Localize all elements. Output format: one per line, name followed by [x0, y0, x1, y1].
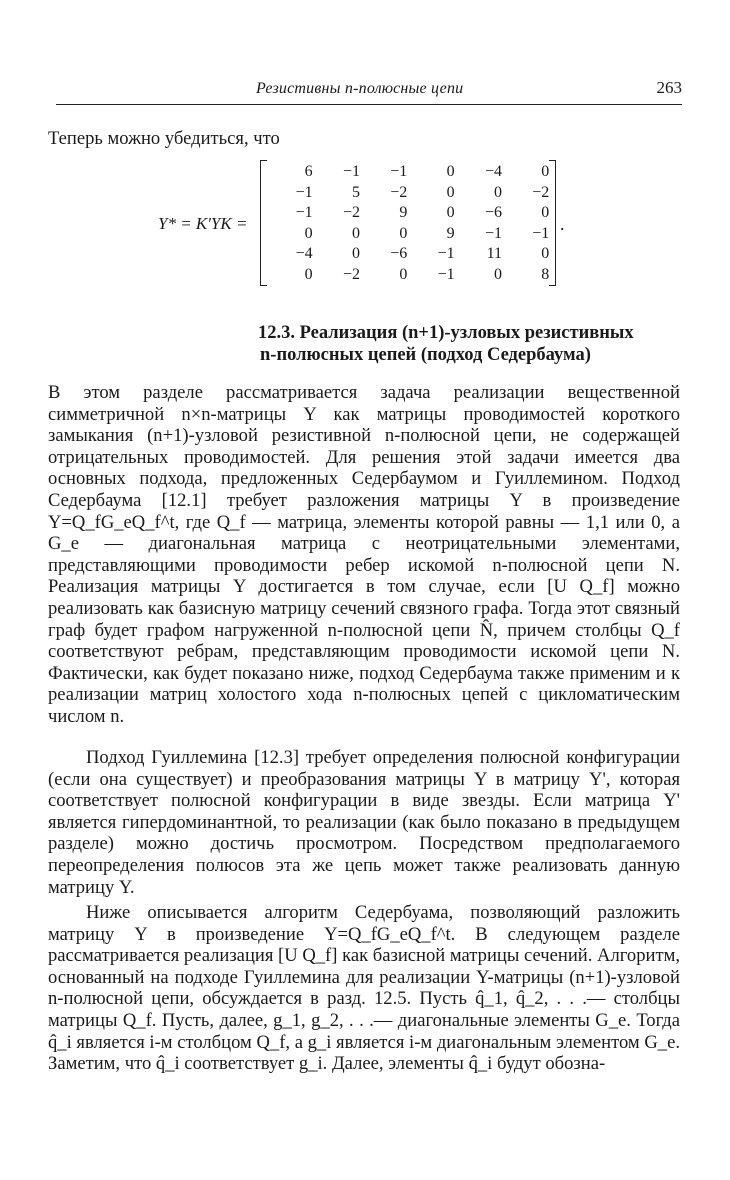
matrix-row	[266, 244, 550, 265]
matrix-cell: −2	[342, 204, 360, 222]
matrix-cell: 0	[399, 224, 408, 242]
matrix-row	[266, 183, 550, 204]
matrix-cell: −1	[437, 266, 455, 283]
matrix-cell: 9	[399, 204, 408, 222]
matrix-cell: −2	[342, 266, 360, 283]
paragraph: Ниже описывается алгоритм Седербуама, позволяющий разложить матрицу Y в произведение Y=Q_fG_eQ_f^t. В следующем разделе рассматривается реализация [U Q_f] как базисной матрицы сечений. Алгоритм, основанный на подходе Гуиллемина для реализации Y-матрицы (n+1)-узловой n-полюсной цепи, обсуждается в разд. 12.5. Пусть q̂_1, q̂_2, . . .— столбцы матрицы Q_f. Пусть, далее, g_1, g_2, . . .— диагональные элементы G_e. Тогда q̂_i является i-м столбцом Q_f, а g_i является i-м диагональным элементом G_e. Заметим, что q̂_i соответствует g_i. Далее, элементы q̂_i будут обозна-	[48, 902, 680, 1075]
matrix-cell: 0	[493, 266, 502, 283]
matrix-cell: 0	[351, 224, 360, 242]
matrix-cell: −1	[390, 163, 408, 180]
matrix-cell: 0	[446, 204, 455, 222]
equation-lhs: Y* = K'YK =	[158, 214, 248, 233]
matrix-cell: −1	[342, 163, 360, 180]
matrix-cell: −1	[295, 183, 313, 201]
matrix-cell: −1	[484, 224, 502, 242]
matrix-cell: −6	[484, 204, 502, 222]
matrix-cell: 0	[399, 266, 408, 283]
header-rule	[56, 104, 682, 105]
matrix-row	[266, 224, 550, 245]
section-heading-line: 12.3. Реализация (n+1)-узловых резистивных	[258, 323, 634, 343]
matrix-cell: −4	[295, 245, 313, 263]
section-heading	[258, 322, 688, 366]
matrix-cell: 0	[304, 266, 313, 283]
matrix-cell: −1	[532, 224, 550, 242]
matrix-cell: −2	[532, 183, 550, 201]
equation-terminator: .	[560, 214, 565, 234]
matrix-cell: −1	[295, 204, 313, 222]
matrix-cell: 0	[493, 183, 502, 201]
matrix-row	[266, 265, 550, 286]
section-heading-line: n-полюсных цепей (подход Седербаума)	[260, 345, 591, 365]
matrix-cell: 0	[541, 245, 550, 263]
matrix-cell: 0	[446, 163, 455, 180]
matrix-cell: −6	[390, 245, 408, 263]
matrix-cell: 11	[486, 245, 502, 263]
matrix-cell: 0	[351, 245, 360, 263]
matrix-cell: 0	[541, 163, 550, 180]
intro-text: Теперь можно убедиться, что	[48, 128, 280, 149]
matrix-cell: 0	[304, 224, 313, 242]
matrix	[260, 160, 556, 286]
matrix-cell: −2	[390, 183, 408, 201]
matrix-cell: 8	[541, 266, 550, 283]
matrix-row	[266, 162, 550, 183]
matrix-cell: −1	[437, 245, 455, 263]
matrix-row	[266, 203, 550, 224]
matrix-cell: 6	[304, 163, 313, 180]
matrix-cell: 9	[446, 224, 455, 242]
matrix-cell: 0	[541, 204, 550, 222]
paragraph: В этом разделе рассматривается задача реализации вещественной симметричной n×n-матрицы Y как матрицы проводимостей короткого замыкания (n+1)-узловой резистивной n-полюсной цепи, не содержащей отрицательных проводимостей. Для решения этой задачи имеется два основных подхода, предложенных Седербаумом и Гуиллемином. Подход Седербаума [12.1] требует разложения матрицы Y в произведение Y=Q_fG_eQ_f^t, где Q_f — матрица, элементы которой равны — 1,1 или 0, а G_e — диагональная матрица с неотрицательными элементами, представляющими проводимости ребер искомой n-полюсной цепи N. Реализация матрицы Y достигается в том случае, если [U Q_f] можно реализовать как базисную матрицу сечений связного графа. Тогда этот связный граф будет графом нагруженной n-полюсной цепи N̂, причем столбцы Q_f соответствуют ребрам, представляющим проводимости искомой цепи N. Фактически, как будет показано ниже, подход Седербаума также применим и к реализации матриц холостого хода n-полюсных цепей с цикломатическим числом n.	[48, 382, 680, 727]
page-header	[56, 80, 682, 104]
matrix-cell: −4	[484, 163, 502, 180]
matrix-cell: 0	[446, 183, 455, 201]
matrix-right-bracket	[549, 160, 556, 286]
page-number: 263	[656, 78, 682, 97]
running-title: Резистивны n-полюсные цепи	[256, 80, 464, 97]
paragraph: Подход Гуиллемина [12.3] требует определения полюсной конфигурации (если она существует) и преобразования матрицы Y в матрицу Y', которая соответствует полюсной конфигурации в виде звезды. Если матрица Y' является гипердоминантной, то реализации (как было показано в предыдущем разделе) можно достичь просмотром. Посредством предполагаемого переопределения полюсов эта же цепь может также реализовать данную матрицу Y.	[48, 747, 680, 898]
matrix-cell: 5	[351, 183, 360, 201]
